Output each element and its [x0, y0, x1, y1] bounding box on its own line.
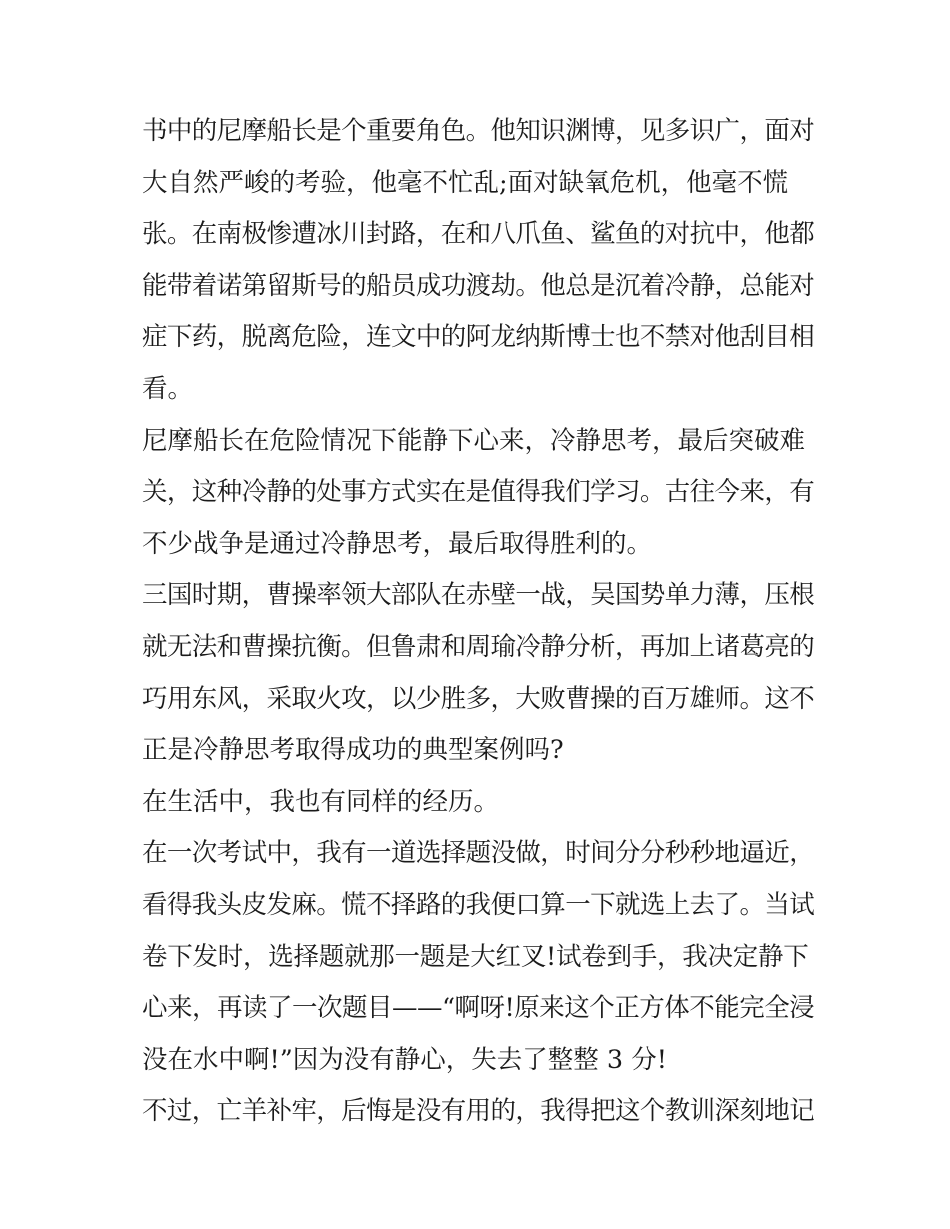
- text-line: 大自然严峻的考验，他毫不忙乱;面对缺氧危机，他毫不慌: [142, 167, 789, 198]
- text-line: 张。在南极惨遭冰川封路，在和八爪鱼、鲨鱼的对抗中，他都: [142, 219, 814, 250]
- text-line: 不少战争是通过冷静思考，最后取得胜利的。: [142, 528, 653, 559]
- text-line: 书中的尼摩船长是个重要角色。他知识渊博，见多识广，面对: [142, 116, 814, 146]
- text-line: 看。: [142, 373, 194, 404]
- text-line: 卷下发时，选择题就那一题是大红叉!试卷到手，我决定静下: [142, 941, 809, 972]
- text-line: 尼摩船长在危险情况下能静下心来，冷静思考，最后突破难: [142, 425, 806, 456]
- text-line: 正是冷静思考取得成功的典型案例吗?: [142, 735, 564, 766]
- article-body: [142, 106, 814, 1138]
- text-line: 在一次考试中，我有一道选择题没做，时间分分秒秒地逼近，: [142, 838, 814, 869]
- text-line: 在生活中，我也有同样的经历。: [142, 786, 500, 817]
- text-line: 症下药，脱离危险，连文中的阿龙纳斯博士也不禁对他刮目相: [142, 322, 814, 353]
- text-line: 关，这种冷静的处事方式实在是值得我们学习。古往今来，有: [142, 477, 814, 508]
- text-line: 三国时期，曹操率领大部队在赤壁一战，吴国势单力薄，压根: [142, 580, 814, 611]
- text-line: 能带着诺第留斯号的船员成功渡劫。他总是沉着冷静，总能对: [142, 270, 814, 301]
- text-line: 巧用东风，采取火攻，以少胜多，大败曹操的百万雄师。这不: [142, 683, 814, 714]
- text-line: 没在水中啊!”因为没有静心，失去了整整 3 分!: [142, 1044, 667, 1075]
- text-line: 就无法和曹操抗衡。但鲁肃和周瑜冷静分析，再加上诸葛亮的: [142, 631, 814, 662]
- text-line: 心来，再读了一次题目——“啊呀!原来这个正方体不能完全浸: [142, 993, 815, 1024]
- text-line: 看得我头皮发麻。慌不择路的我便口算一下就选上去了。当试: [142, 889, 814, 920]
- text-line: 不过，亡羊补牢，后悔是没有用的，我得把这个教训深刻地记: [142, 1096, 814, 1127]
